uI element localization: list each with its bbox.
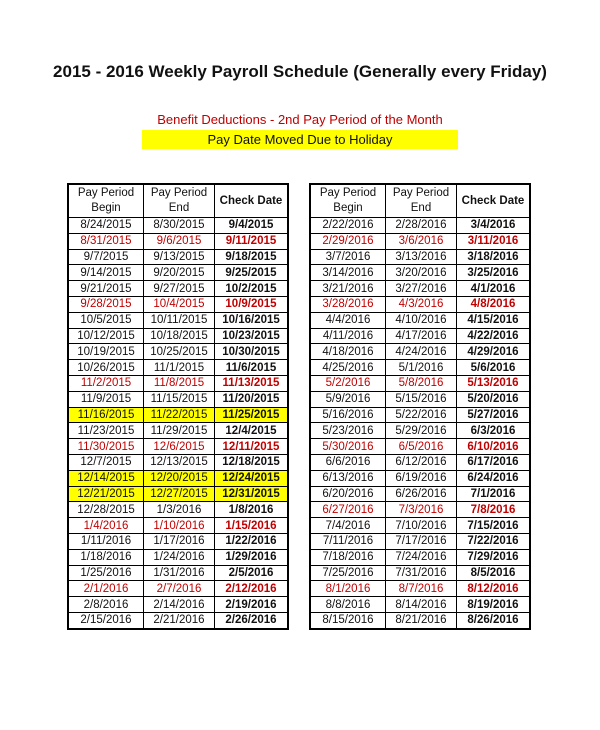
cell-period-begin: 2/15/2016 (68, 612, 144, 628)
cell-period-begin: 11/2/2015 (68, 375, 144, 391)
cell-period-end: 4/24/2016 (386, 344, 457, 360)
cell-period-end: 10/18/2015 (144, 328, 215, 344)
table-row (310, 502, 530, 518)
cell-check-date: 8/19/2016 (457, 597, 531, 613)
table-row (310, 296, 530, 312)
cell-check-date: 7/15/2016 (457, 518, 531, 534)
header-begin-line2: Begin (91, 202, 121, 214)
table-row (68, 518, 288, 534)
cell-period-end: 1/31/2016 (144, 565, 215, 581)
cell-period-end: 6/12/2016 (386, 454, 457, 470)
header-end-line1: Pay Period (150, 187, 208, 199)
table-row (310, 581, 530, 597)
table-row (68, 360, 288, 376)
cell-period-end: 6/5/2016 (386, 439, 457, 455)
cell-period-end: 10/4/2015 (144, 296, 215, 312)
legend-holiday: Pay Date Moved Due to Holiday (142, 130, 458, 149)
table-row (310, 233, 530, 249)
table-row (68, 470, 288, 486)
table-row (68, 439, 288, 455)
cell-period-begin: 8/1/2016 (310, 581, 386, 597)
cell-check-date: 1/29/2016 (215, 549, 289, 565)
cell-period-begin: 10/26/2015 (68, 360, 144, 376)
cell-period-begin: 6/20/2016 (310, 486, 386, 502)
header-check-date: Check Date (457, 184, 531, 218)
cell-period-begin: 4/4/2016 (310, 312, 386, 328)
cell-check-date: 7/1/2016 (457, 486, 531, 502)
cell-period-begin: 11/23/2015 (68, 423, 144, 439)
header-begin-line1: Pay Period (319, 187, 377, 199)
cell-check-date: 6/17/2016 (457, 454, 531, 470)
cell-check-date: 9/4/2015 (215, 218, 289, 234)
cell-period-end: 2/14/2016 (144, 597, 215, 613)
cell-period-end: 4/3/2016 (386, 296, 457, 312)
cell-check-date: 7/22/2016 (457, 533, 531, 549)
table-row (68, 296, 288, 312)
cell-period-begin: 1/25/2016 (68, 565, 144, 581)
header-period-begin (68, 184, 144, 218)
table-row (68, 565, 288, 581)
table-row (310, 486, 530, 502)
table-row (310, 565, 530, 581)
cell-period-begin: 9/14/2015 (68, 265, 144, 281)
cell-period-begin: 6/6/2016 (310, 454, 386, 470)
table-row (68, 265, 288, 281)
table-row (310, 597, 530, 613)
cell-period-end: 7/10/2016 (386, 518, 457, 534)
cell-period-end: 5/29/2016 (386, 423, 457, 439)
table-row (68, 312, 288, 328)
cell-check-date: 9/18/2015 (215, 249, 289, 265)
table-row (68, 281, 288, 297)
cell-check-date: 12/11/2015 (215, 439, 289, 455)
cell-check-date: 3/4/2016 (457, 218, 531, 234)
cell-period-end: 11/22/2015 (144, 407, 215, 423)
table-row (310, 312, 530, 328)
cell-check-date: 11/6/2015 (215, 360, 289, 376)
table-row (310, 549, 530, 565)
cell-period-begin: 2/1/2016 (68, 581, 144, 597)
cell-check-date: 1/8/2016 (215, 502, 289, 518)
cell-check-date: 6/10/2016 (457, 439, 531, 455)
cell-check-date: 3/18/2016 (457, 249, 531, 265)
table-row (310, 407, 530, 423)
cell-period-end: 1/24/2016 (144, 549, 215, 565)
cell-period-end: 8/7/2016 (386, 581, 457, 597)
table-row (310, 218, 530, 234)
header-begin-line1: Pay Period (77, 187, 135, 199)
table-row (68, 233, 288, 249)
cell-period-begin: 1/18/2016 (68, 549, 144, 565)
cell-period-end: 1/10/2016 (144, 518, 215, 534)
legend-benefit-deductions: Benefit Deductions - 2nd Pay Period of the Month (157, 112, 443, 127)
table-row (310, 249, 530, 265)
cell-period-begin: 2/22/2016 (310, 218, 386, 234)
cell-period-end: 2/7/2016 (144, 581, 215, 597)
header-end-line2: End (410, 202, 432, 214)
table-row (68, 407, 288, 423)
cell-check-date: 12/24/2015 (215, 470, 289, 486)
cell-period-end: 4/17/2016 (386, 328, 457, 344)
cell-period-begin: 2/8/2016 (68, 597, 144, 613)
cell-check-date: 3/11/2016 (457, 233, 531, 249)
table-row (68, 454, 288, 470)
table-row (310, 344, 530, 360)
cell-period-end: 9/6/2015 (144, 233, 215, 249)
cell-period-begin: 10/19/2015 (68, 344, 144, 360)
cell-period-end: 9/13/2015 (144, 249, 215, 265)
cell-period-end: 7/17/2016 (386, 533, 457, 549)
cell-period-begin: 7/25/2016 (310, 565, 386, 581)
table-row (310, 454, 530, 470)
header-check-date: Check Date (215, 184, 289, 218)
cell-period-begin: 12/21/2015 (68, 486, 144, 502)
cell-check-date: 5/20/2016 (457, 391, 531, 407)
header-period-begin (310, 184, 386, 218)
cell-period-begin: 9/28/2015 (68, 296, 144, 312)
schedule-table-right (309, 183, 531, 630)
cell-period-end: 10/25/2015 (144, 344, 215, 360)
cell-period-begin: 11/30/2015 (68, 439, 144, 455)
cell-period-begin: 5/16/2016 (310, 407, 386, 423)
cell-period-end: 8/21/2016 (386, 612, 457, 628)
cell-check-date: 9/25/2015 (215, 265, 289, 281)
cell-check-date: 4/15/2016 (457, 312, 531, 328)
cell-period-end: 4/10/2016 (386, 312, 457, 328)
cell-check-date: 8/26/2016 (457, 612, 531, 628)
cell-check-date: 2/12/2016 (215, 581, 289, 597)
cell-period-end: 3/6/2016 (386, 233, 457, 249)
cell-period-begin: 5/30/2016 (310, 439, 386, 455)
cell-check-date: 4/29/2016 (457, 344, 531, 360)
cell-check-date: 12/31/2015 (215, 486, 289, 502)
cell-check-date: 8/12/2016 (457, 581, 531, 597)
cell-check-date: 7/29/2016 (457, 549, 531, 565)
table-row (310, 439, 530, 455)
table-row (68, 423, 288, 439)
cell-period-begin: 10/5/2015 (68, 312, 144, 328)
cell-period-begin: 3/14/2016 (310, 265, 386, 281)
cell-check-date: 10/16/2015 (215, 312, 289, 328)
table-row (310, 265, 530, 281)
cell-period-begin: 8/31/2015 (68, 233, 144, 249)
cell-check-date: 4/22/2016 (457, 328, 531, 344)
cell-period-end: 12/6/2015 (144, 439, 215, 455)
cell-period-begin: 5/2/2016 (310, 375, 386, 391)
cell-period-end: 3/20/2016 (386, 265, 457, 281)
cell-check-date: 2/5/2016 (215, 565, 289, 581)
cell-period-end: 9/20/2015 (144, 265, 215, 281)
cell-period-begin: 2/29/2016 (310, 233, 386, 249)
table-row (310, 375, 530, 391)
cell-period-begin: 12/28/2015 (68, 502, 144, 518)
cell-period-begin: 9/21/2015 (68, 281, 144, 297)
table-row (68, 612, 288, 628)
cell-period-end: 5/15/2016 (386, 391, 457, 407)
table-row (68, 375, 288, 391)
cell-period-end: 5/22/2016 (386, 407, 457, 423)
table-row (68, 391, 288, 407)
cell-period-end: 12/27/2015 (144, 486, 215, 502)
cell-period-end: 6/19/2016 (386, 470, 457, 486)
table-row (310, 281, 530, 297)
cell-period-begin: 7/11/2016 (310, 533, 386, 549)
table-row (68, 549, 288, 565)
table-row (310, 518, 530, 534)
cell-period-begin: 12/7/2015 (68, 454, 144, 470)
table-row (68, 344, 288, 360)
table-row (310, 423, 530, 439)
cell-check-date: 12/18/2015 (215, 454, 289, 470)
header-end-line2: End (168, 202, 190, 214)
cell-period-end: 7/31/2016 (386, 565, 457, 581)
header-period-end (386, 184, 457, 218)
cell-period-begin: 8/15/2016 (310, 612, 386, 628)
cell-period-end: 3/13/2016 (386, 249, 457, 265)
cell-check-date: 2/26/2016 (215, 612, 289, 628)
cell-check-date: 6/24/2016 (457, 470, 531, 486)
cell-period-end: 3/27/2016 (386, 281, 457, 297)
cell-period-begin: 8/8/2016 (310, 597, 386, 613)
header-period-end (144, 184, 215, 218)
cell-period-begin: 9/7/2015 (68, 249, 144, 265)
cell-period-begin: 5/9/2016 (310, 391, 386, 407)
table-row (310, 533, 530, 549)
cell-period-begin: 12/14/2015 (68, 470, 144, 486)
cell-check-date: 8/5/2016 (457, 565, 531, 581)
cell-period-begin: 4/18/2016 (310, 344, 386, 360)
cell-check-date: 11/13/2015 (215, 375, 289, 391)
header-begin-line2: Begin (333, 202, 363, 214)
cell-check-date: 10/2/2015 (215, 281, 289, 297)
cell-period-end: 8/30/2015 (144, 218, 215, 234)
cell-period-begin: 5/23/2016 (310, 423, 386, 439)
cell-period-end: 10/11/2015 (144, 312, 215, 328)
cell-period-begin: 3/28/2016 (310, 296, 386, 312)
cell-check-date: 5/6/2016 (457, 360, 531, 376)
cell-check-date: 1/22/2016 (215, 533, 289, 549)
table-row (68, 328, 288, 344)
cell-period-end: 11/1/2015 (144, 360, 215, 376)
cell-check-date: 10/9/2015 (215, 296, 289, 312)
cell-check-date: 1/15/2016 (215, 518, 289, 534)
cell-check-date: 7/8/2016 (457, 502, 531, 518)
table-row (68, 597, 288, 613)
cell-period-begin: 7/4/2016 (310, 518, 386, 534)
cell-period-begin: 3/7/2016 (310, 249, 386, 265)
cell-period-begin: 1/4/2016 (68, 518, 144, 534)
table-row (310, 612, 530, 628)
cell-check-date: 10/23/2015 (215, 328, 289, 344)
table-row (68, 249, 288, 265)
table-row (68, 533, 288, 549)
cell-period-end: 9/27/2015 (144, 281, 215, 297)
cell-period-begin: 8/24/2015 (68, 218, 144, 234)
table-row (68, 502, 288, 518)
header-end-line1: Pay Period (392, 187, 450, 199)
cell-period-begin: 4/11/2016 (310, 328, 386, 344)
cell-period-begin: 1/11/2016 (68, 533, 144, 549)
cell-check-date: 4/8/2016 (457, 296, 531, 312)
cell-period-end: 6/26/2016 (386, 486, 457, 502)
cell-period-end: 2/21/2016 (144, 612, 215, 628)
cell-period-end: 11/29/2015 (144, 423, 215, 439)
table-row (310, 470, 530, 486)
cell-period-end: 12/20/2015 (144, 470, 215, 486)
cell-check-date: 5/13/2016 (457, 375, 531, 391)
cell-check-date: 11/20/2015 (215, 391, 289, 407)
cell-check-date: 9/11/2015 (215, 233, 289, 249)
cell-check-date: 12/4/2015 (215, 423, 289, 439)
cell-check-date: 6/3/2016 (457, 423, 531, 439)
cell-period-begin: 10/12/2015 (68, 328, 144, 344)
cell-period-begin: 7/18/2016 (310, 549, 386, 565)
table-row (310, 360, 530, 376)
cell-check-date: 5/27/2016 (457, 407, 531, 423)
cell-period-end: 2/28/2016 (386, 218, 457, 234)
cell-period-end: 1/17/2016 (144, 533, 215, 549)
table-row (310, 328, 530, 344)
cell-period-begin: 11/9/2015 (68, 391, 144, 407)
cell-period-begin: 4/25/2016 (310, 360, 386, 376)
cell-period-begin: 6/27/2016 (310, 502, 386, 518)
cell-period-end: 5/8/2016 (386, 375, 457, 391)
page-title: 2015 - 2016 Weekly Payroll Schedule (Generally every Friday) (53, 62, 547, 81)
schedule-table-left (67, 183, 289, 630)
table-row (68, 486, 288, 502)
cell-period-end: 12/13/2015 (144, 454, 215, 470)
table-row (68, 581, 288, 597)
cell-check-date: 11/25/2015 (215, 407, 289, 423)
cell-check-date: 2/19/2016 (215, 597, 289, 613)
cell-period-begin: 3/21/2016 (310, 281, 386, 297)
cell-period-end: 7/3/2016 (386, 502, 457, 518)
cell-period-begin: 6/13/2016 (310, 470, 386, 486)
cell-period-end: 8/14/2016 (386, 597, 457, 613)
cell-period-end: 5/1/2016 (386, 360, 457, 376)
cell-check-date: 3/25/2016 (457, 265, 531, 281)
cell-period-end: 1/3/2016 (144, 502, 215, 518)
cell-period-end: 7/24/2016 (386, 549, 457, 565)
cell-period-end: 11/15/2015 (144, 391, 215, 407)
table-row (310, 391, 530, 407)
cell-period-end: 11/8/2015 (144, 375, 215, 391)
cell-period-begin: 11/16/2015 (68, 407, 144, 423)
cell-check-date: 4/1/2016 (457, 281, 531, 297)
table-row (68, 218, 288, 234)
cell-check-date: 10/30/2015 (215, 344, 289, 360)
